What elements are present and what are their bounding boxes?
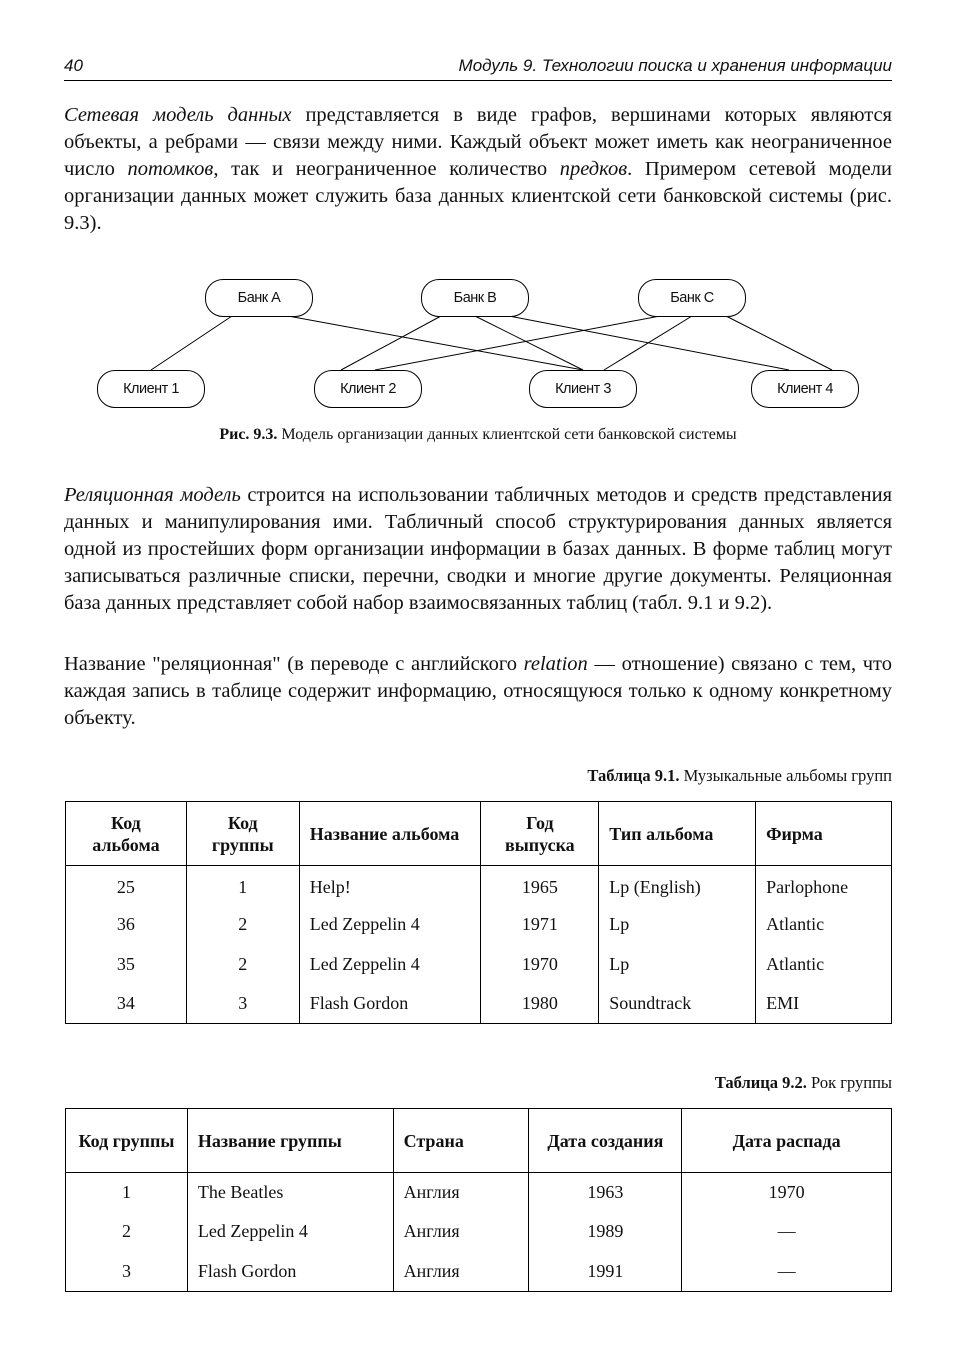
col-header: Название альбома xyxy=(299,802,481,866)
table-rock-groups xyxy=(65,1108,892,1292)
table-row: 1 The Beatles Англия 1963 1970 xyxy=(66,1173,892,1213)
paragraph-relational-name: Название "реляционная" (в переводе с английского relation — отношение) связано с тем, что каждая запись в таблице содержит информацию, относящуюся только к одному конкретному объекту. xyxy=(64,653,892,729)
table-row: 3 Flash Gordon Англия 1991 — xyxy=(66,1252,892,1292)
edge-bankA-client1 xyxy=(151,316,232,370)
col-header: Код альбома xyxy=(66,802,187,866)
node-client-3: Клиент 3 xyxy=(529,370,637,408)
col-header: Тип альбома xyxy=(599,802,756,866)
page-header xyxy=(64,54,892,81)
node-bank-c: Банк С xyxy=(638,279,746,317)
running-title: Модуль 9. Технологии поиска и хранения информации xyxy=(458,56,892,75)
col-header: Дата распада xyxy=(682,1109,892,1173)
table-row: 34 3 Flash Gordon 1980 Soundtrack EMI xyxy=(66,984,892,1024)
network-diagram xyxy=(0,260,956,420)
col-header: Название группы xyxy=(187,1109,393,1173)
node-client-4: Клиент 4 xyxy=(751,370,859,408)
table2-caption: Таблица 9.2. Рок группы xyxy=(714,1073,892,1092)
table-row: 35 2 Led Zeppelin 4 1970 Lp Atlantic xyxy=(66,945,892,985)
table-row: 2 Led Zeppelin 4 Англия 1989 — xyxy=(66,1212,892,1252)
page-number: 40 xyxy=(64,56,83,75)
table-row: 25 1 Help! 1965 Lp (English) Parlophone xyxy=(66,866,892,906)
node-bank-a: Банк А xyxy=(205,279,313,317)
node-client-1: Клиент 1 xyxy=(97,370,205,408)
col-header: Дата создания xyxy=(529,1109,682,1173)
paragraph-network-model: Сетевая модель данных представляется в виде графов, вершинами которых являются объекты, а ребрами — связи между ними. Каждый объект может иметь как неограниченное число потомков, так и неограниченное количество предков. Примером сетевой модели организации данных может служить база данных клиентской сети банковской системы (рис. 9.3). xyxy=(64,104,892,234)
term-network-model: Сетевая модель данных xyxy=(64,104,292,126)
term-relational-model: Реляционная модель xyxy=(64,484,241,506)
col-header: Страна xyxy=(393,1109,529,1173)
edge-bankA-client3 xyxy=(288,316,583,370)
paragraph-relational-model: Реляционная модель строится на использовании табличных методов и средств представления данных и манипулирования ими. Табличный способ структурирования данных является одной из простейших форм организации информации в базах данных. В форме таблиц могут записываться различные списки, перечни, сводки и многие другие документы. Реляционная база данных представляет собой набор взаимосвязанных таблиц (табл. 9.1 и 9.2). xyxy=(64,484,892,614)
col-header: Год выпуска xyxy=(481,802,599,866)
figure-caption: Рис. 9.3. Модель организации данных клиентской сети банковской системы xyxy=(219,426,737,443)
col-header: Код группы xyxy=(186,802,299,866)
col-header: Код группы xyxy=(66,1109,188,1173)
table-header-row xyxy=(66,802,892,866)
node-bank-b: Банк В xyxy=(421,279,529,317)
table-row: 36 2 Led Zeppelin 4 1971 Lp Atlantic xyxy=(66,905,892,945)
edge-bankB-client3 xyxy=(475,316,583,370)
node-client-2: Клиент 2 xyxy=(314,370,422,408)
table1-caption: Таблица 9.1. Музыкальные альбомы групп xyxy=(587,766,892,785)
col-header: Фирма xyxy=(756,802,892,866)
edge-bankB-client2 xyxy=(341,316,441,370)
table-albums xyxy=(65,801,892,1024)
table-header-row xyxy=(66,1109,892,1173)
edge-bankB-client4 xyxy=(509,316,789,370)
edge-bankC-client4 xyxy=(726,316,832,370)
